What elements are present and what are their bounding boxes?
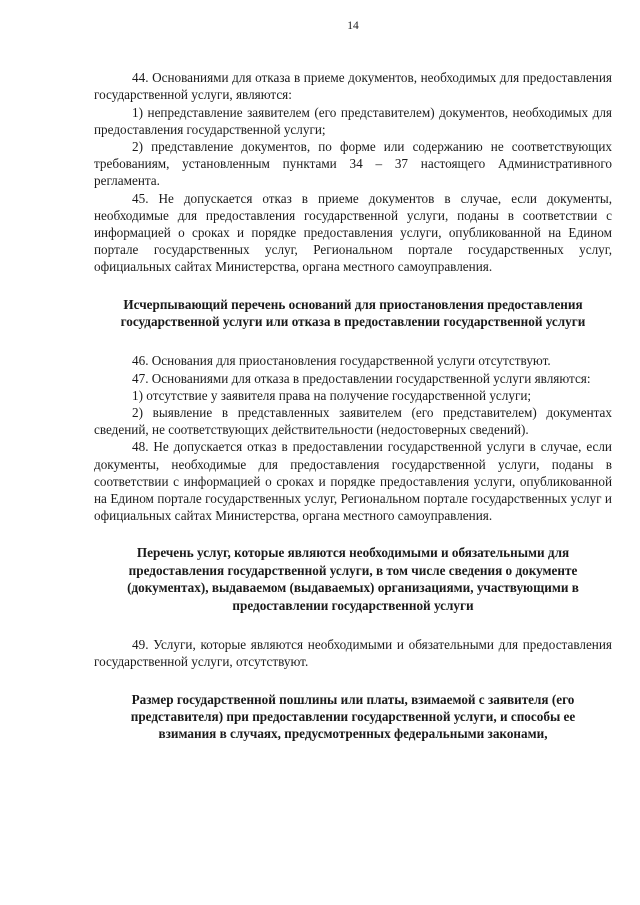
- paragraph-47-item-1: 1) отсутствие у заявителя права на получение государственной услуги;: [132, 387, 532, 403]
- section-heading-suspension: Исчерпывающий перечень оснований для приостановления предоставления государственной услуги или отказа в предоставлении государственной услуги: [120, 296, 586, 330]
- section-heading-state-fee: Размер государственной пошлины или платы, взимаемой с заявителя (его представителя) при предоставлении государственной услуги, и способы ее взимания в случаях, предусмотренных федеральными законами,: [130, 691, 576, 742]
- paragraph-45: 45. Не допускается отказ в приеме документов в случае, если документы, необходимые для предоставления государственной услуги, поданы в соответствии с информацией о сроках и порядке предоставления услуги, опубликованной на Едином портале государственных услуг, Региональном портале государственных услуг, официальных сайтах Министерства, органа местного самоуправления.: [94, 190, 612, 275]
- paragraph-44-item-2: 2) представление документов, по форме или содержанию не соответствующих требованиям, установленным пунктами 34 – 37 настоящего Административного регламента.: [94, 139, 612, 189]
- section-heading-required-services: Перечень услуг, которые являются необходимыми и обязательными для предоставления государственной услуги, в том числе сведения о документе (документах), выдаваемом (выдаваемых) организациями, участвующими в предоставлении государственной услуги: [127, 545, 579, 613]
- page-number: 14: [347, 20, 359, 32]
- paragraph-49: 49. Услуги, которые являются необходимыми и обязательными для предоставления государственной услуги, отсутствуют.: [94, 637, 612, 670]
- paragraph-44: 44. Основаниями для отказа в приеме документов, необходимых для предоставления государственной услуги, являются:: [94, 70, 612, 103]
- paragraph-47: 47. Основаниями для отказа в предоставлении государственной услуги являются:: [132, 370, 591, 386]
- paragraph-48: 48. Не допускается отказ в предоставлении государственной услуги в случае, если документы, необходимые для предоставления государственной услуги, поданы в соответствии с информацией о сроках и порядке предоставления услуги, опубликованной на Едином портале государственных услуг, Региональном портале государственных услуг и официальных сайтах Министерства, органа местного самоуправления.: [94, 439, 612, 524]
- paragraph-47-item-2: 2) выявление в представленных заявителем (его представителем) документах сведений, не соответствующих действительности (недостоверных сведений).: [94, 405, 612, 438]
- paragraph-44-item-1: 1) непредставление заявителем (его представителем) документов, необходимых для предоставления государственной услуги;: [94, 104, 612, 137]
- paragraph-46: 46. Основания для приостановления государственной услуги отсутствуют.: [132, 353, 551, 369]
